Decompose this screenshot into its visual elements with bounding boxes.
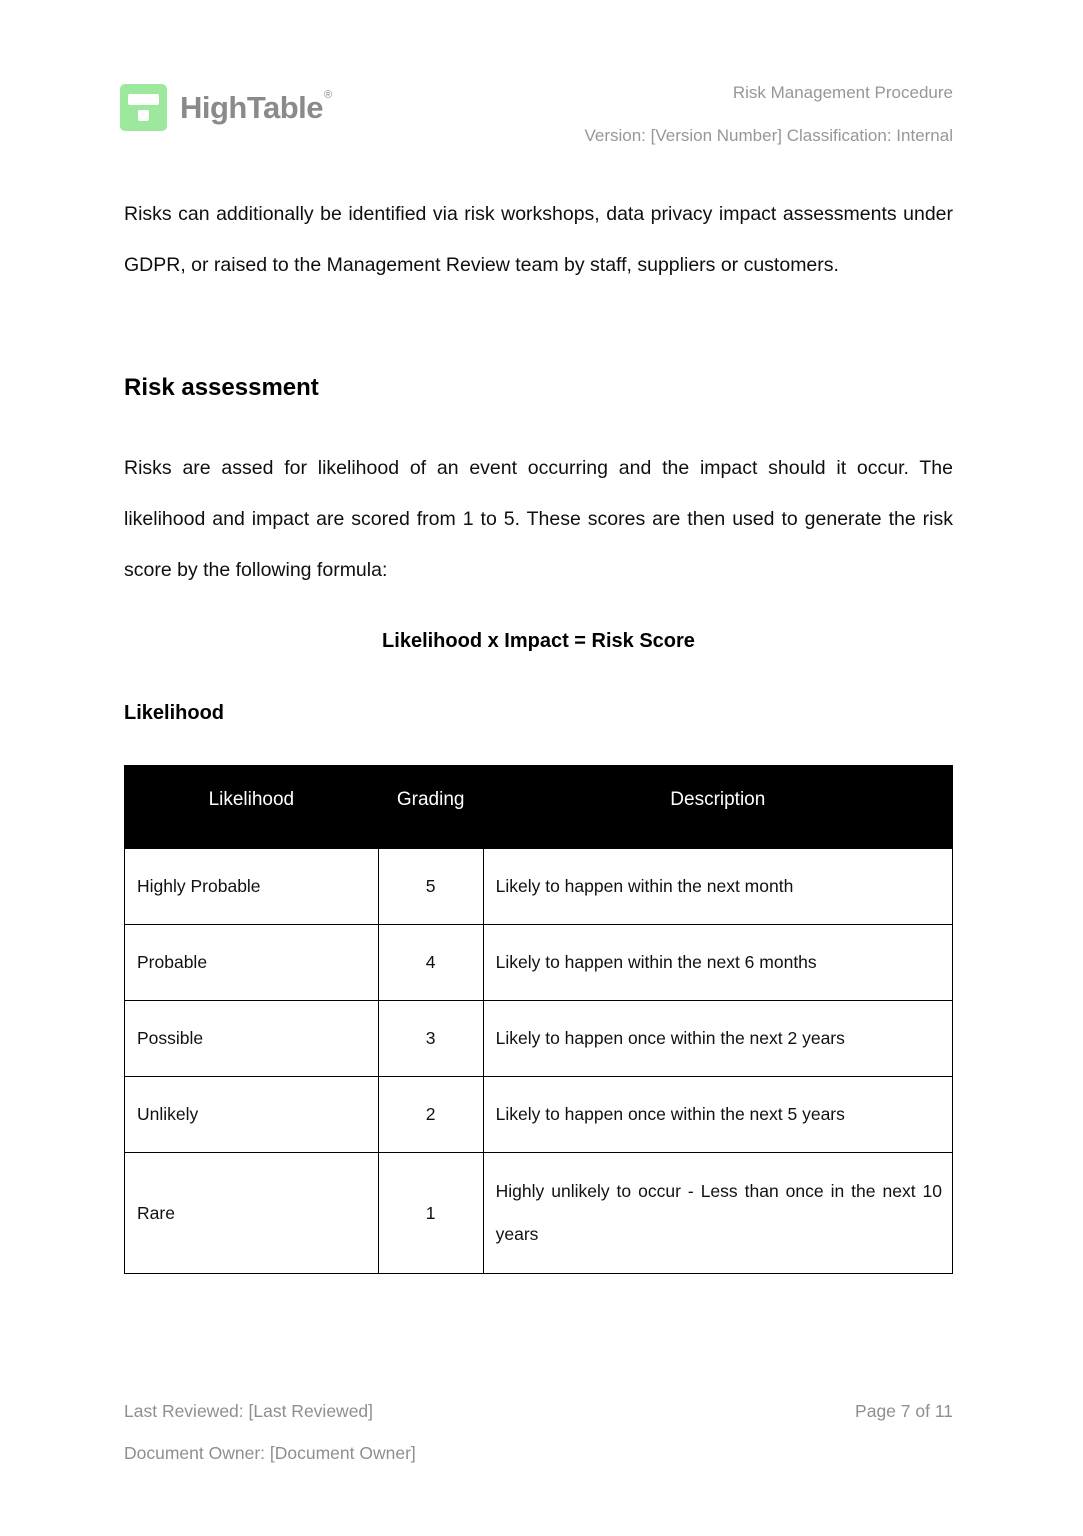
cell-likelihood: Possible [125,1001,379,1077]
document-title: Risk Management Procedure [732,83,953,102]
table-leg-shape [138,110,149,121]
table-row [125,1001,953,1077]
cell-likelihood: Probable [125,925,379,1001]
column-header-grading: Grading [378,766,483,849]
header-meta [584,84,953,144]
table-row [125,925,953,1001]
intro-paragraph: Risks can additionally be identified via risk workshops, data privacy impact assessments under GDPR, or raised to the Management Review team by staff, suppliers or customers. [124,203,953,276]
registered-mark: ® [324,89,332,101]
table-row [125,1153,953,1274]
cell-grading: 1 [378,1153,483,1274]
risk-score-formula: Likelihood x Impact = Risk Score [382,630,695,652]
cell-description: Likely to happen once within the next 2 years [483,1001,952,1077]
section-heading: Risk assessment [124,374,319,401]
cell-description: Likely to happen within the next month [483,849,952,925]
risk-assessment-paragraph: Risks are assed for likelihood of an event occurring and the impact should it occur. The likelihood and impact are scored from 1 to 5. These scores are then used to generate the risk score by the following formula: [124,457,953,581]
column-header-likelihood: Likelihood [125,766,379,849]
likelihood-table [124,765,953,1274]
column-header-description: Description [483,766,952,849]
cell-description: Highly unlikely to occur - Less than once in the next 10 years [483,1153,952,1274]
cell-grading: 3 [378,1001,483,1077]
document-owner-text: Document Owner: [Document Owner] [124,1443,416,1463]
logo-wordmark: HighTable® [180,89,332,125]
table-row [125,1077,953,1153]
cell-grading: 2 [378,1077,483,1153]
cell-likelihood: Unlikely [125,1077,379,1153]
table-row [125,849,953,925]
cell-description: Likely to happen within the next 6 months [483,925,952,1001]
hightable-table-icon [120,84,167,131]
cell-grading: 4 [378,925,483,1001]
cell-grading: 5 [378,849,483,925]
cell-likelihood: Rare [125,1153,379,1274]
hightable-logo [120,84,331,131]
likelihood-table-body [125,849,953,1274]
last-reviewed-text: Last Reviewed: [Last Reviewed] [124,1401,374,1421]
page-number: Page 7 of 11 [855,1401,953,1421]
version-classification-line: Version: [Version Number] Classification: Internal [584,126,953,145]
likelihood-table-header [125,766,953,849]
table-top-shape [128,94,159,105]
footer-row-1 [124,1403,953,1421]
cell-likelihood: Highly Probable [125,849,379,925]
cell-description: Likely to happen once within the next 5 years [483,1077,952,1153]
likelihood-table-label: Likelihood [124,702,224,724]
